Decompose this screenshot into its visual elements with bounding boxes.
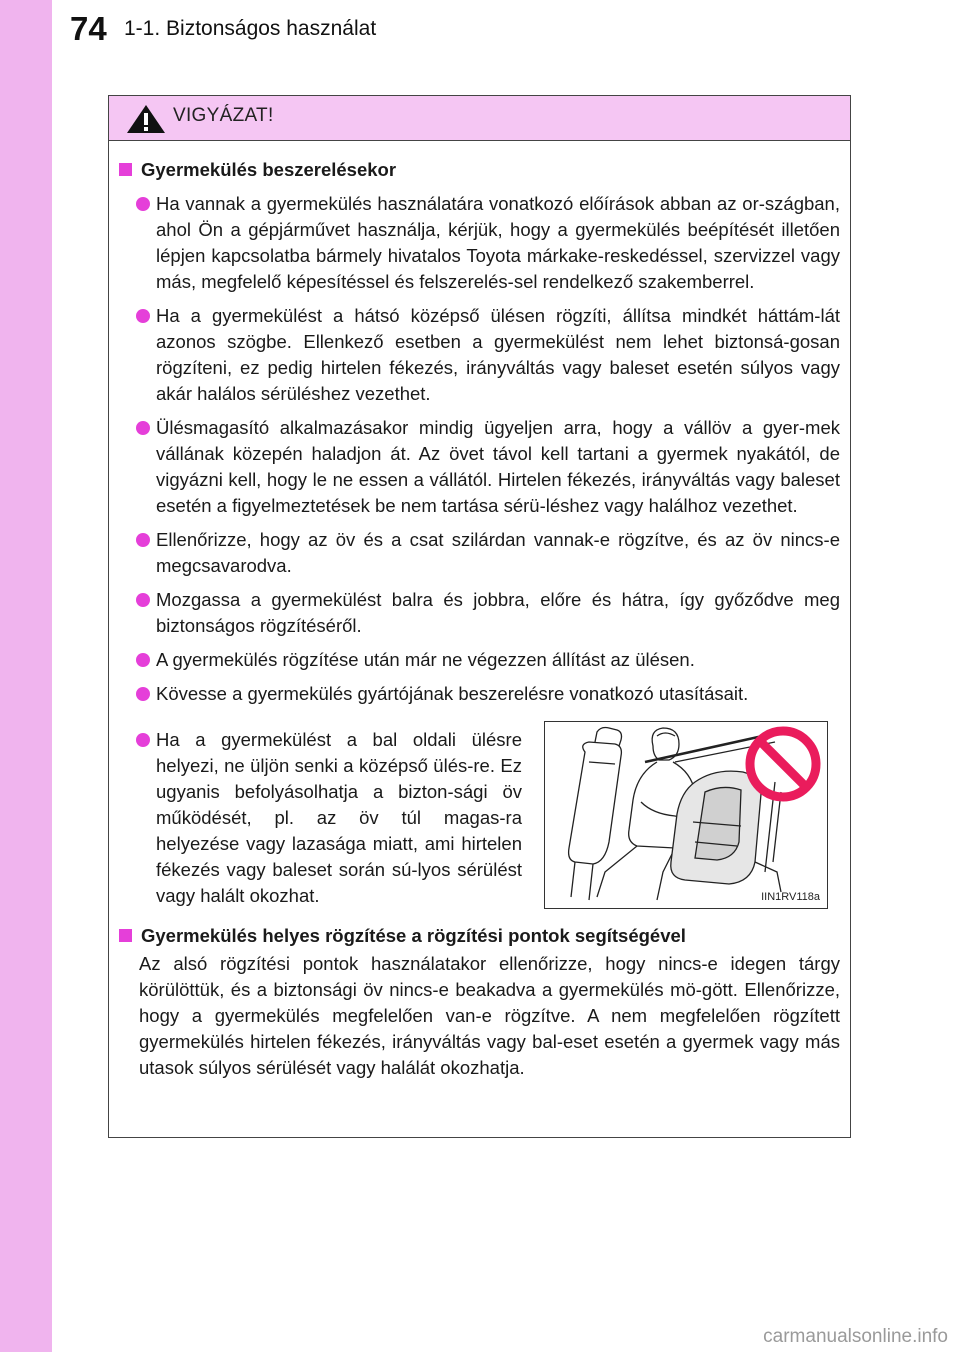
side-tab-band xyxy=(0,0,52,1352)
child-seat-illustration xyxy=(544,721,828,909)
child-seat-drawing xyxy=(545,722,826,907)
list-item xyxy=(136,303,840,407)
bullet-dot-icon xyxy=(136,309,150,323)
warning-content xyxy=(109,141,850,1081)
section-title: 1-1. Biztonságos használat xyxy=(124,17,377,40)
square-bullet-icon xyxy=(119,929,132,942)
list-item-text: A gyermekülés rögzítése után már ne végezzen állítást az ülésen. xyxy=(156,649,695,670)
list-item xyxy=(136,527,840,579)
bullet-dot-icon xyxy=(136,653,150,667)
figure-row xyxy=(119,715,840,909)
list-item xyxy=(136,647,840,673)
list-item-text: Mozgassa a gyermekülést balra és jobbra, előre és hátra, így győződve meg biztonságos rögzítéséről. xyxy=(156,589,840,636)
warning-box xyxy=(108,95,851,1138)
bullet-dot-icon xyxy=(136,533,150,547)
list-item-text: Ellenőrizze, hogy az öv és a csat szilárdan vannak-e rögzítve, és az öv nincs-e megcsavarodva. xyxy=(156,529,840,576)
bullet-dot-icon xyxy=(136,733,150,747)
bullet-dot-icon xyxy=(136,593,150,607)
subheading-text: Gyermekülés helyes rögzítése a rögzítési pontok segítségével xyxy=(141,925,686,946)
list-item xyxy=(136,681,840,707)
list-item xyxy=(136,727,522,909)
list-item-text: Ha vannak a gyermekülés használatára vonatkozó előírások abban az or-szágban, ahol Ön a gépjárművet használja, kérjük, hogy a gyermekülés beépítését illetően lépjen kapcsolatba bármely hivatalos Toyota márkake-reskedéssel, szervizzel vagy más, megfelelő képesítéssel és felszerelés-sel rendelkező szakemberrel. xyxy=(156,193,840,292)
square-bullet-icon xyxy=(119,163,132,176)
warning-triangle-icon xyxy=(126,104,166,134)
list-item-text: Ha a gyermekülést a bal oldali ülésre helyezi, ne üljön senki a középső ülés-re. Ez ugyanis befolyásolhatja a bizton-sági öv működését, pl. az öv túl magas-ra helyezése vagy lazasága miatt, ami hirtelen fékezés vagy baleset során sú-lyos sérülést vagy halált okozhat. xyxy=(156,729,522,906)
list-item xyxy=(136,415,840,519)
page-number: 74 xyxy=(70,10,107,47)
figure-code: IIN1RV118a xyxy=(761,891,820,903)
list-item-text: Ülésmagasító alkalmazásakor mindig ügyeljen arra, hogy a vállöv a gyer-mek vállának közepén haladjon át. Az övet távol kell tartani a gyermek nyakától, de vigyázni kell, hogy le ne essen a vállától. Hirtelen fékezés, irányváltás vagy baleset esetén a figyelmeztetések be nem tartása sérü-léshez vagy halálhoz vezethet. xyxy=(156,417,840,516)
warning-title: VIGYÁZAT! xyxy=(173,105,274,126)
list-item-text: Kövesse a gyermekülés gyártójának beszerelésre vonatkozó utasításait. xyxy=(156,683,749,704)
subheading-text: Gyermekülés beszerelésekor xyxy=(141,159,397,180)
list-item xyxy=(136,191,840,295)
subheading-anchors xyxy=(119,923,840,949)
bullet-dot-icon xyxy=(136,421,150,435)
bullet-dot-icon xyxy=(136,197,150,211)
anchor-paragraph: Az alsó rögzítési pontok használatakor ellenőrizze, hogy nincs-e idegen tárgy körülöttük, és a biztonsági öv nincs-e beakadva a gyermekülés mö-gött. Ellenőrizze, hogy a gyermekülés megfelelően van-e rögzítve. A nem megfelelően rögzített gyermekülés hirtelen fékezés, irányváltás vagy bal-eset esetén a gyermek vagy más utasok súlyos sérülését vagy halálát okozhatja. xyxy=(139,953,840,1078)
list-item-text: Ha a gyermekülést a hátsó középső ülésen rögzíti, állítsa mindkét háttám-lát azonos szögbe. Ellenkező esetben a gyermekülést nem lehet biztonsá-gosan rögzíteni, ez pedig hirtelen fékezés, irányváltás vagy baleset esetén súlyos vagy akár halálos sérüléshez vezethet. xyxy=(156,305,840,404)
bullet-dot-icon xyxy=(136,687,150,701)
warning-header xyxy=(109,96,850,141)
subheading-install xyxy=(119,157,840,183)
list-item xyxy=(136,587,840,639)
watermark: carmanualsonline.info xyxy=(763,1326,948,1347)
